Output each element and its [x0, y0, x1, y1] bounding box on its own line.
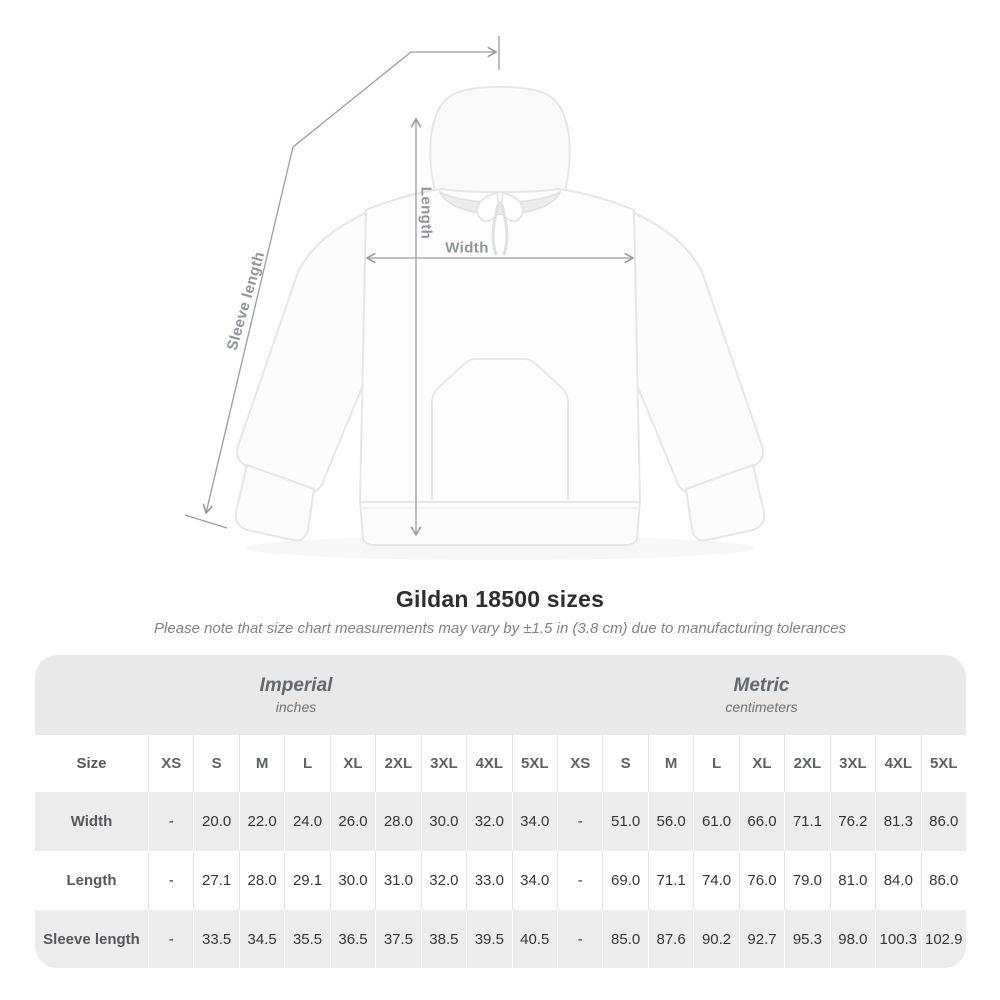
value-cell: 20.0: [193, 792, 238, 851]
value-cell: -: [557, 910, 602, 968]
value-cell: 29.1: [284, 851, 329, 910]
value-cell: -: [148, 851, 193, 910]
width-label: Width: [445, 239, 489, 257]
size-column-header: L: [693, 735, 738, 792]
metric-group-label: Metric: [733, 675, 790, 696]
size-column-header: S: [602, 735, 647, 792]
row-label: Length: [35, 851, 148, 910]
imperial-group-header: [35, 655, 557, 735]
value-cell: 86.0: [921, 851, 966, 910]
value-cell: 84.0: [875, 851, 920, 910]
metric-group-header: [557, 655, 966, 735]
value-cell: 81.3: [875, 792, 920, 851]
size-column-header: L: [284, 735, 329, 792]
value-cell: 74.0: [693, 851, 738, 910]
value-cell: 85.0: [602, 910, 647, 968]
value-cell: -: [148, 910, 193, 968]
value-cell: 34.0: [512, 851, 557, 910]
value-cell: 69.0: [602, 851, 647, 910]
size-column-header: XL: [330, 735, 375, 792]
value-cell: -: [557, 851, 602, 910]
size-column-header: M: [648, 735, 693, 792]
value-cell: 32.0: [421, 851, 466, 910]
size-column-header: S: [193, 735, 238, 792]
value-cell: 71.1: [648, 851, 693, 910]
value-cell: 31.0: [375, 851, 420, 910]
value-cell: 56.0: [648, 792, 693, 851]
value-cell: 28.0: [239, 851, 284, 910]
value-cell: 100.3: [875, 910, 920, 968]
value-cell: -: [148, 792, 193, 851]
size-column-header: XL: [739, 735, 784, 792]
value-cell: 39.5: [466, 910, 511, 968]
size-column-header: 5XL: [921, 735, 966, 792]
value-cell: 34.5: [239, 910, 284, 968]
metric-group-unit: centimeters: [725, 699, 798, 715]
imperial-group-unit: inches: [275, 699, 317, 715]
value-cell: 76.0: [739, 851, 784, 910]
imperial-group-label: Imperial: [259, 675, 333, 696]
value-cell: 28.0: [375, 792, 420, 851]
value-cell: 32.0: [466, 792, 511, 851]
sleeve-length-label: Sleeve length: [223, 249, 269, 353]
value-cell: 90.2: [693, 910, 738, 968]
value-cell: 38.5: [421, 910, 466, 968]
hoodie-body: [360, 186, 640, 502]
size-table: [35, 655, 966, 968]
size-column-header: 4XL: [875, 735, 920, 792]
value-cell: 76.2: [830, 792, 875, 851]
value-cell: 30.0: [421, 792, 466, 851]
caption-block: [0, 586, 1000, 637]
size-column-header: 3XL: [830, 735, 875, 792]
value-cell: 71.1: [784, 792, 829, 851]
value-cell: 98.0: [830, 910, 875, 968]
size-column-header: 4XL: [466, 735, 511, 792]
unit-group-header-row: [35, 655, 966, 735]
size-column-header: XS: [148, 735, 193, 792]
value-cell: 92.7: [739, 910, 784, 968]
value-cell: 36.5: [330, 910, 375, 968]
page-title: Gildan 18500 sizes: [395, 586, 605, 612]
value-cell: 95.3: [784, 910, 829, 968]
size-column-header: 2XL: [784, 735, 829, 792]
size-column-header: M: [239, 735, 284, 792]
length-label: Length: [417, 186, 435, 240]
value-cell: 40.5: [512, 910, 557, 968]
value-cell: 66.0: [739, 792, 784, 851]
size-column-header: 5XL: [512, 735, 557, 792]
value-cell: -: [557, 792, 602, 851]
row-label: Sleeve length: [35, 910, 148, 968]
value-cell: 26.0: [330, 792, 375, 851]
size-header-cell: Size: [35, 735, 148, 792]
value-cell: 61.0: [693, 792, 738, 851]
size-column-header: XS: [557, 735, 602, 792]
value-cell: 86.0: [921, 792, 966, 851]
size-column-header: 2XL: [375, 735, 420, 792]
value-cell: 102.9: [921, 910, 966, 968]
value-cell: 79.0: [784, 851, 829, 910]
value-cell: 87.6: [648, 910, 693, 968]
value-cell: 35.5: [284, 910, 329, 968]
value-cell: 33.5: [193, 910, 238, 968]
value-cell: 30.0: [330, 851, 375, 910]
value-cell: 51.0: [602, 792, 647, 851]
hoodie-hood: [430, 87, 570, 200]
value-cell: 37.5: [375, 910, 420, 968]
value-cell: 27.1: [193, 851, 238, 910]
size-column-header: 3XL: [421, 735, 466, 792]
row-label: Width: [35, 792, 148, 851]
value-cell: 24.0: [284, 792, 329, 851]
value-cell: 22.0: [239, 792, 284, 851]
value-cell: 33.0: [466, 851, 511, 910]
tolerance-note: Please note that size chart measurements may vary by ±1.5 in (3.8 cm) due to manufacturing tolerances: [154, 620, 846, 637]
value-cell: 81.0: [830, 851, 875, 910]
size-table-grid: [35, 735, 966, 968]
value-cell: 34.0: [512, 792, 557, 851]
